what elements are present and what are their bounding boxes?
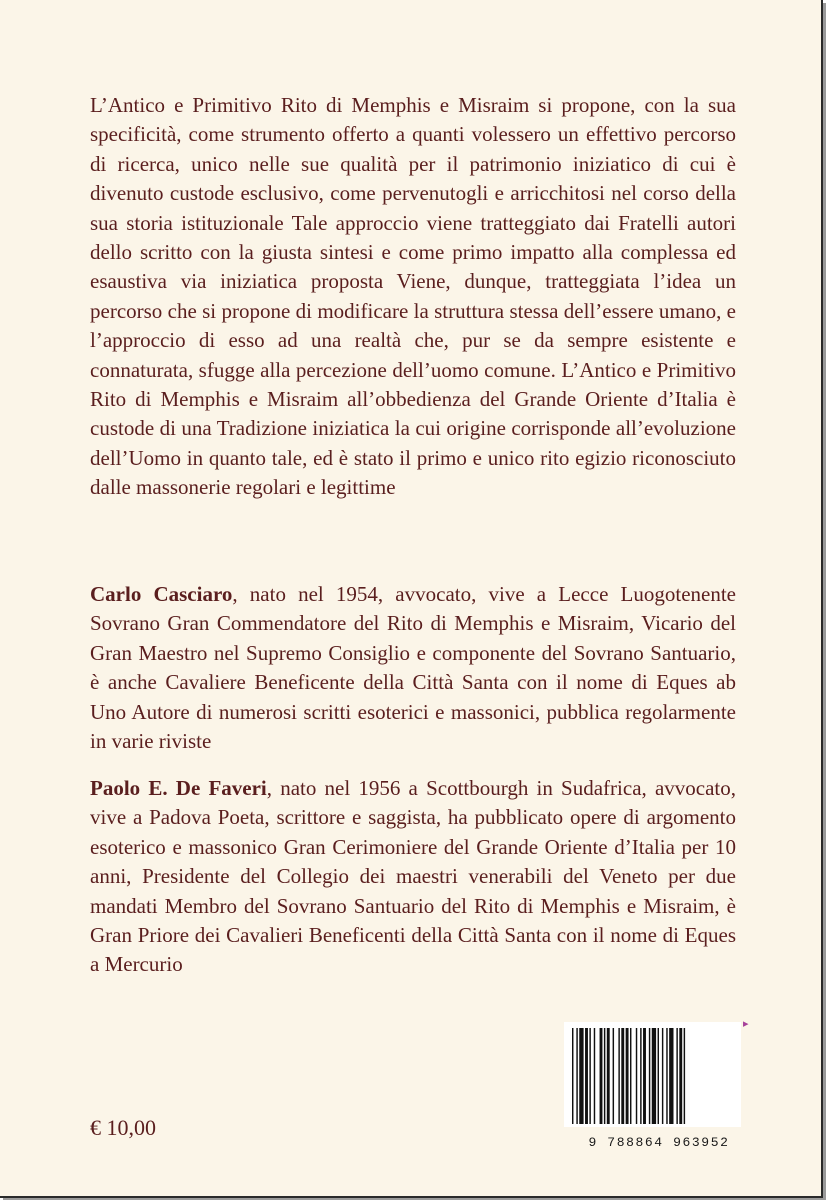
author-name-defaveri: Paolo E. De Faveri: [90, 776, 267, 800]
barcode-bars-icon: [572, 1028, 732, 1124]
author-name-casciaro: Carlo Casciaro: [90, 582, 233, 606]
author-bio-text-casciaro: , nato nel 1954, avvocato, vive a Lecce Luogotenente Sovrano Gran Commendatore del Rito di Memphis e Misraim, Vicario del Gran Maestro nel Supremo Consiglio e componente del Sovrano Santuario, è anche Cavaliere Beneficente della Città Santa con il nome di Eques ab Uno Autore di numerosi scritti esoterici e massonici, pubblica regolarmente in varie riviste: [90, 582, 736, 754]
author-bio-casciaro: [90, 580, 736, 756]
barcode: [564, 1022, 741, 1150]
author-bio-defaveri: [90, 774, 736, 980]
price-label: € 10,00: [90, 1115, 156, 1140]
arrow-mark-icon: ▸: [743, 1017, 749, 1030]
author-bio-text-defaveri: , nato nel 1956 a Scottbourgh in Sudafrica, avvocato, vive a Padova Poeta, scrittore e saggista, ha pubblicato opere di argomento esoterico e massonico Gran Cerimoniere del Grande Oriente d’Italia per 10 anni, Presidente del Collegio dei maestri venerabili del Veneto per due mandati Membro del Sovrano Santuario del Rito di Memphis e Misraim, è Gran Priore dei Cavalieri Beneficenti della Città Santa con il nome di Eques a Mercurio: [90, 776, 736, 977]
intro-paragraph: L’Antico e Primitivo Rito di Memphis e Misraim si propone, con la sua specificità, come strumento offerto a quanti volessero un effettivo percorso di ricerca, unico nelle sue qualità per il patrimonio iniziatico di cui è divenuto custode esclusivo, come pervenutogli e arricchitosi nel corso della sua storia istituzionale Tale approccio viene tratteggiato dai Fratelli autori dello scritto con la giusta sintesi e come primo impatto alla complessa ed esaustiva via iniziatica proposta Viene, dunque, tratteggiata l’idea un percorso che si propone di modificare la struttura stessa dell’essere umano, e l’approccio di esso ad una realtà che, pur se da sempre esistente e connaturata, sfugge alla percezione dell’uomo comune. L’Antico e Primitivo Rito di Memphis e Misraim all’obbedienza del Grande Oriente d’Italia è custode di una Tradizione iniziatica la cui origine corrisponde all’evoluzione dell’Uomo in quanto tale, ed è stato il primo e unico rito egizio riconosciuto dalle massonerie regolari e legittime: [90, 93, 736, 500]
isbn-number: 9 788864 963952: [588, 1135, 730, 1150]
